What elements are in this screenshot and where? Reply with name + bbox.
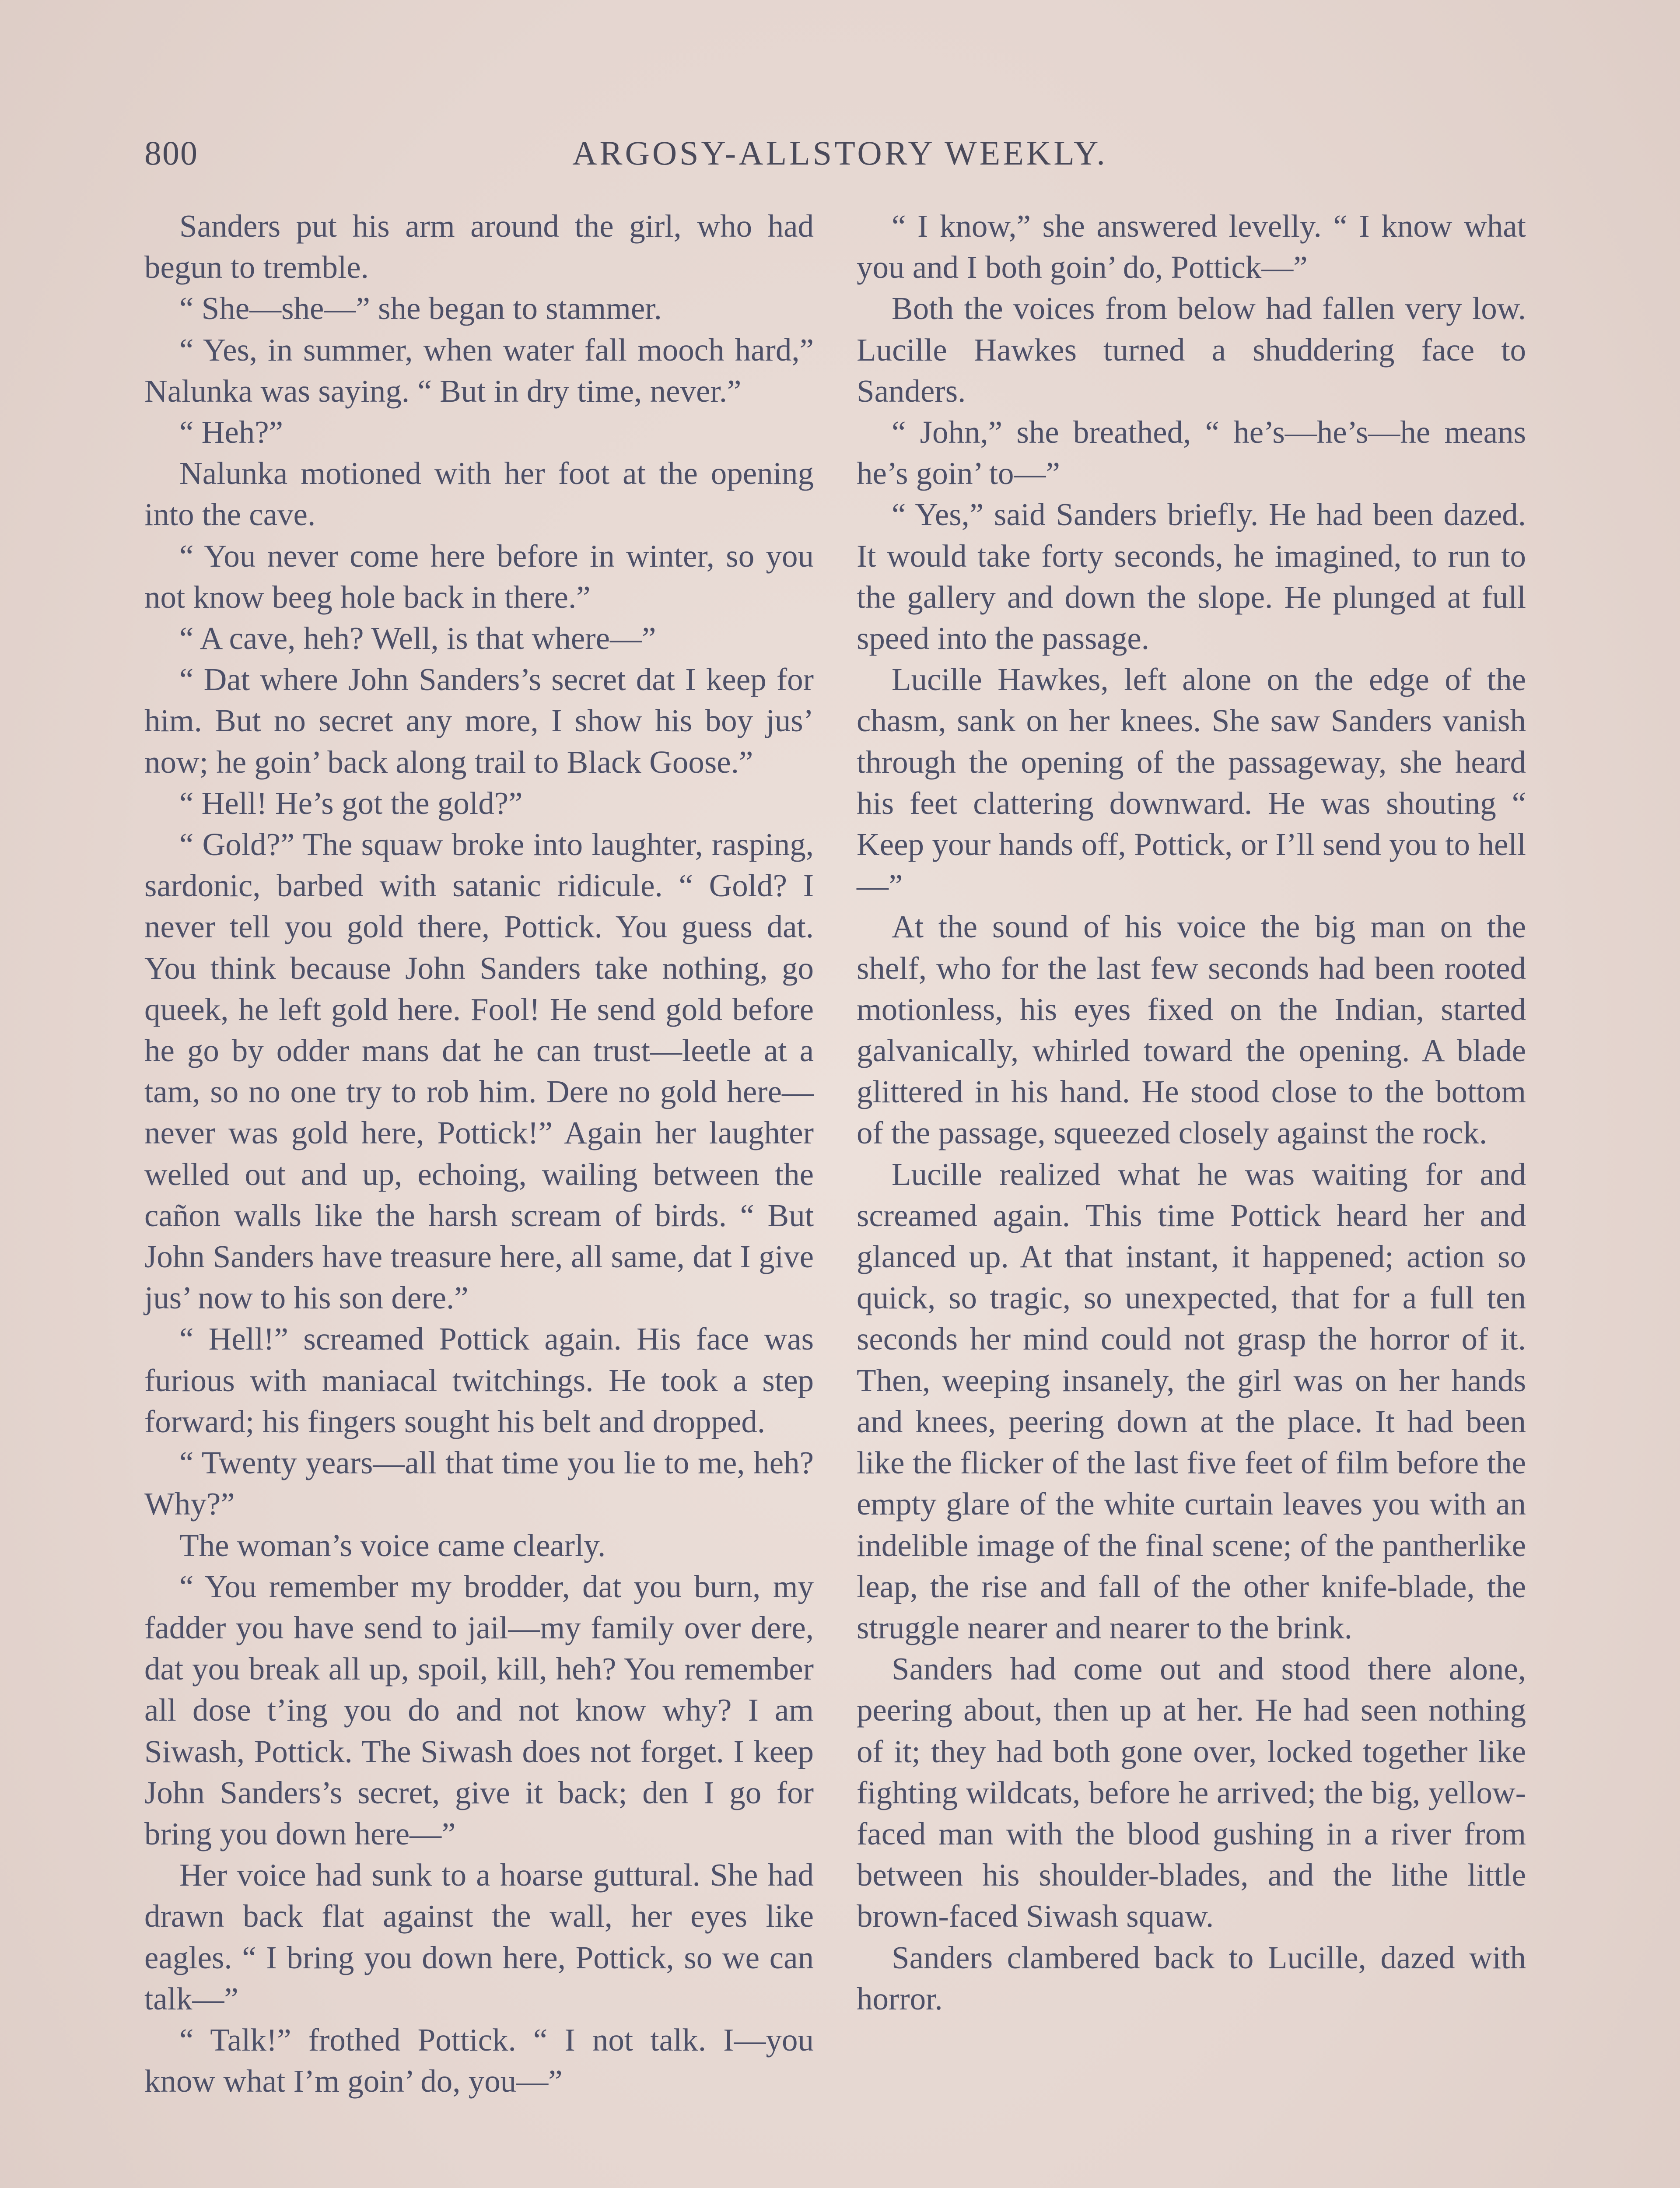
paragraph: The woman’s voice came clearly. [179, 1527, 606, 1563]
paragraph: “ Hell! He’s got the gold?” [179, 785, 523, 821]
paragraph: Sanders put his arm around the girl, who had begun to tremble. [144, 208, 814, 285]
paragraph: Lucille realized what he was waiting for and screamed again. This time Pottick heard her and glanced up. At that instant, it happened; action so quick, so tragic, so unexpected, that for a full ten seconds her mind could not grasp the horror of it. Then, weeping insanely, the girl was on her hands and knees, peering down at the place. It had been like the flicker of the last five feet of film before the empty glare of the white curtain leaves you with an indelible image of the final scene; of the pantherlike leap, the rise and fall of the other knife-blade, the struggle nearer and nearer to the brink. [857, 1156, 1526, 1645]
paragraph: Lucille Hawkes, left alone on the edge of the chasm, sank on her knees. She saw Sanders vanish through the opening of the passageway, she heard his feet clattering downward. He was shouting “ Keep your hands off, Pottick, or I’ll send you to hell—” [857, 662, 1526, 904]
paragraph: “ Twenty years—all that time you lie to me, heh? Why?” [144, 1445, 814, 1522]
paragraph: Sanders clambered back to Lucille, dazed with horror. [857, 1939, 1526, 2016]
paragraph: “ Talk!” frothed Pottick. “ I not talk. I—you know what I’m goin’ do, you—” [144, 2022, 814, 2099]
paragraph: “ Gold?” The squaw broke into laughter, rasping, sardonic, barbed with satanic ridicule. “ Gold? I never tell you gold there, Pottick. You guess dat. You think because John Sanders take nothing, go queek, he left gold here. Fool! He send gold before he go by odder mans dat he can trust—leetle at a tam, so no one try to rob him. Dere no gold here—never was gold here, Pottick!” Again her laughter welled out and up, echoing, wailing between the cañon walls like the harsh scream of birds. “ But John Sanders have treasure here, all same, dat I give jus’ now to his son dere.” [144, 827, 814, 1316]
running-title: ARGOSY-ALLSTORY WEEKLY. [572, 134, 1108, 172]
paragraph: “ I know,” she answered levelly. “ I know what you and I both goin’ do, Pottick—” [857, 208, 1526, 285]
paragraph: Her voice had sunk to a hoarse guttural. She had drawn back flat against the wall, her eyes like eagles. “ I bring you down here, Pottick, so we can talk—” [144, 1857, 814, 2016]
paragraph: “ Yes,” said Sanders briefly. He had been dazed. It would take forty seconds, he imagined, to run to the gallery and down the slope. He plunged at full speed into the passage. [857, 497, 1526, 656]
right-column [857, 206, 1526, 2020]
paragraph: “ Dat where John Sanders’s secret dat I keep for him. But no secret any more, I show his boy jus’ now; he goin’ back along trail to Black Goose.” [144, 662, 814, 780]
left-column [144, 206, 814, 2102]
page-number: 800 [144, 134, 198, 172]
paragraph: “ She—she—” she began to stammer. [179, 291, 662, 326]
paragraph: “ A cave, heh? Well, is that where—” [179, 621, 656, 656]
paragraph: At the sound of his voice the big man on the shelf, who for the last few seconds had been rooted motionless, his eyes fixed on the Indian, started galvanically, whirled toward the opening. A blade glittered in his hand. He stood close to the bottom of the passage, squeezed closely against the rock. [857, 909, 1526, 1151]
paragraph: “ Heh?” [179, 414, 284, 450]
paragraph: Nalunka motioned with her foot at the opening into the cave. [144, 456, 814, 533]
paragraph: “ Hell!” screamed Pottick again. His face was furious with maniacal twitchings. He took a step forward; his fingers sought his belt and dropped. [144, 1321, 814, 1439]
paragraph: Both the voices from below had fallen very low. Lucille Hawkes turned a shuddering face to Sanders. [857, 291, 1526, 409]
paragraph: “ You never come here before in winter, so you not know beeg hole back in there.” [144, 538, 814, 615]
paragraph: Sanders had come out and stood there alone, peering about, then up at her. He had seen nothing of it; they had both gone over, locked together like fighting wildcats, before he arrived; the big, yellow-faced man with the blood gushing in a river from between his shoulder-blades, and the lithe little brown-faced Siwash squaw. [857, 1651, 1526, 1934]
paragraph: “ Yes, in summer, when water fall mooch hard,” Nalunka was saying. “ But in dry time, never.” [144, 332, 814, 409]
paragraph: “ You remember my brodder, dat you burn, my fadder you have send to jail—my family over dere, dat you break all up, spoil, kill, heh? You remember all dose t’ing you do and not know why? I am Siwash, Pottick. The Siwash does not forget. I keep John Sanders’s secret, give it back; den I go for bring you down here—” [144, 1568, 814, 1851]
page-header [144, 133, 1536, 182]
paragraph: “ John,” she breathed, “ he’s—he’s—he means he’s goin’ to—” [857, 414, 1526, 491]
